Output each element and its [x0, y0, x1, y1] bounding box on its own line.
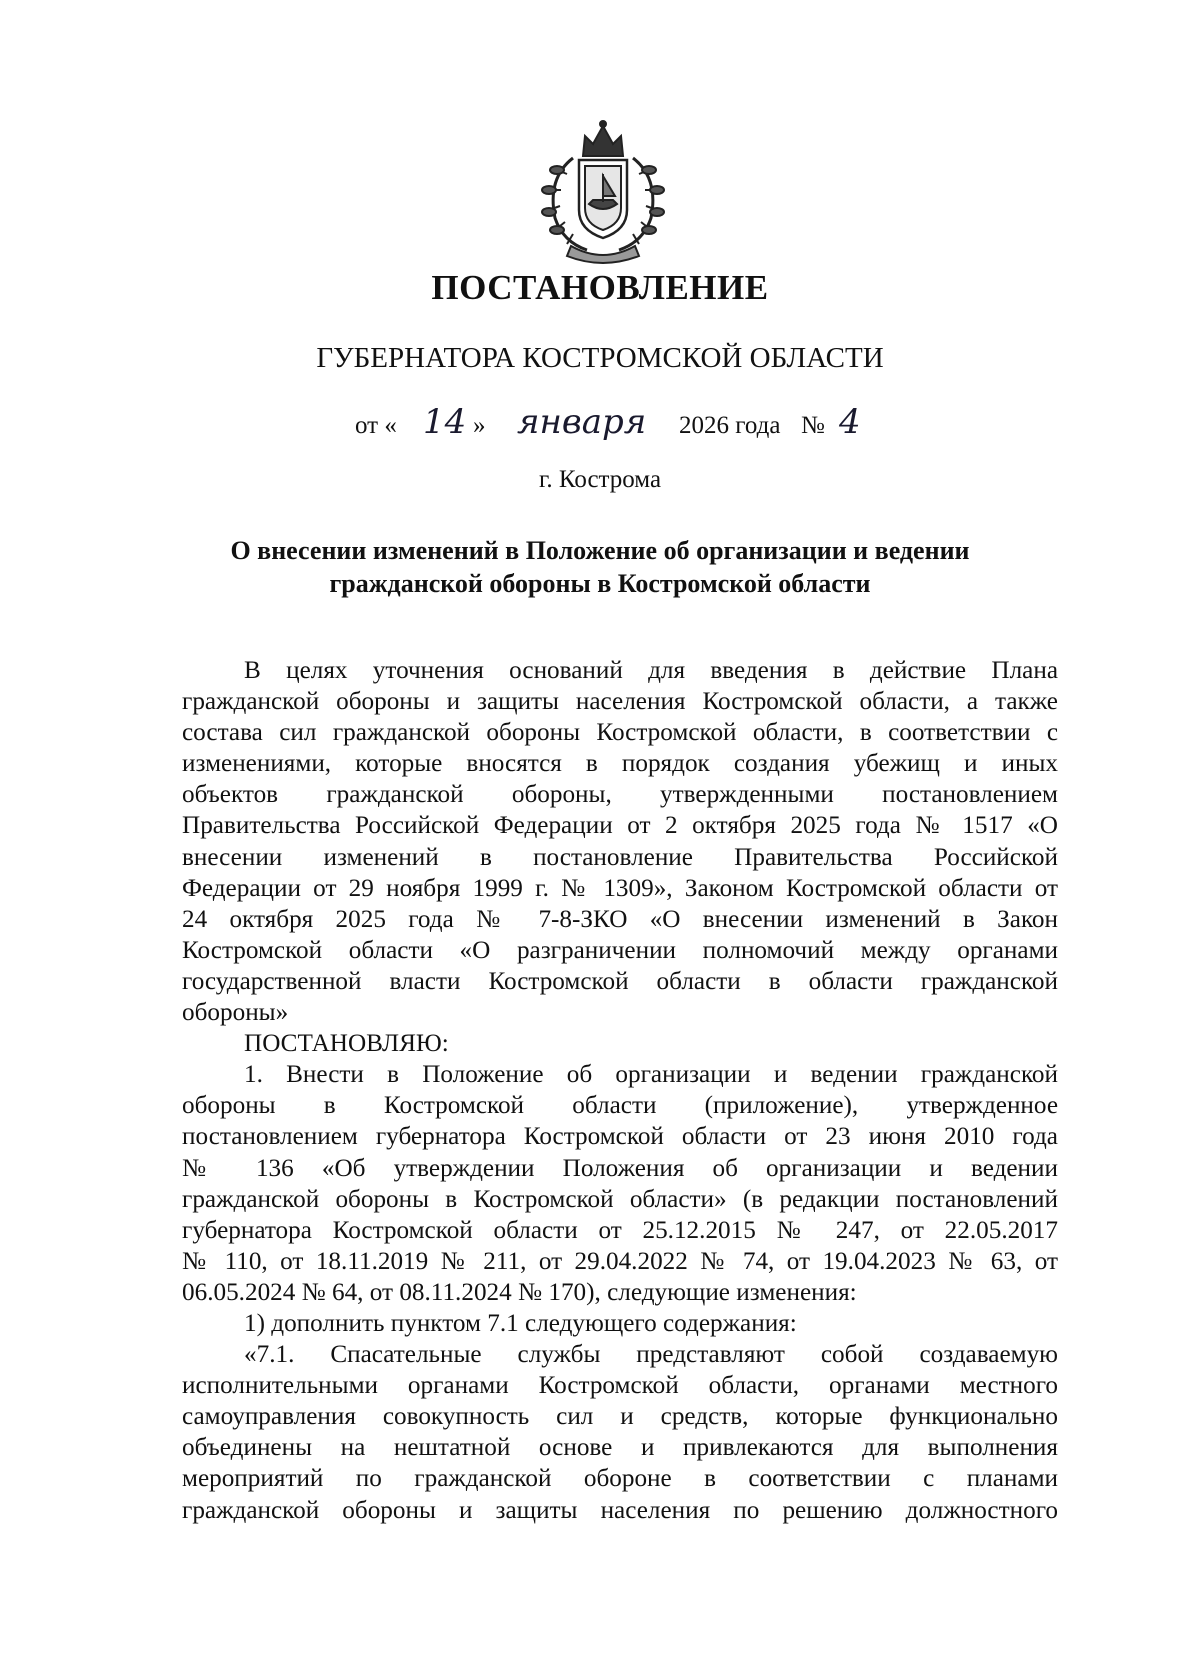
item1-line: гражданской обороны в Костромской области» (в редакции постановлений	[182, 1185, 1058, 1213]
preamble-line: изменениями, которые вносятся в порядок создания убежищ и иных	[182, 750, 1058, 778]
decree-word: ПОСТАНОВЛЯЮ:	[244, 1030, 449, 1058]
document-title: ПОСТАНОВЛЕНИЕ	[431, 268, 769, 307]
item1-line: обороны в Костромской области (приложение), утвержденное	[182, 1092, 1058, 1120]
number-prefix: №	[801, 412, 825, 439]
item1-line: губернатора Костромской области от 25.12.2015 № 247, от 22.05.2017	[182, 1216, 1058, 1244]
item1-line: постановлением губернатора Костромской области от 23 июня 2010 года	[182, 1123, 1058, 1151]
date-day-handwritten: 14	[423, 402, 467, 442]
date-line	[355, 402, 915, 452]
preamble-line: Федерации от 29 ноября 1999 г. № 1309», Законом Костромской области от	[182, 874, 1058, 902]
date-month-handwritten: января	[517, 402, 647, 442]
city-line: г. Кострома	[538, 466, 662, 493]
item71-line: самоуправления совокупность сил и средств, которые функционально	[182, 1403, 1058, 1431]
item71-line: мероприятий по гражданской обороне в соответствии с планами	[182, 1465, 1058, 1493]
coat-of-arms-emblem	[527, 118, 679, 268]
document-body	[182, 655, 1058, 1526]
item71-line: «7.1. Спасательные службы представляют собой создаваемую	[244, 1341, 1058, 1369]
item71-line: объединены на нештатной основе и привлекаются для выполнения	[182, 1434, 1058, 1462]
preamble-line: гражданской обороны и защиты населения Костромской области, а также	[182, 688, 1058, 716]
heading-line: гражданской обороны в Костромской области	[329, 569, 871, 598]
item1-line: 1. Внести в Положение об организации и ведении гражданской	[244, 1061, 1058, 1089]
item71-line: гражданской обороны и защиты населения по решению должностного	[182, 1496, 1058, 1524]
document-number-handwritten: 4	[839, 402, 861, 442]
preamble-line: обороны»	[182, 999, 289, 1027]
item1-line: № 136 «Об утверждении Положения об организации и ведении	[182, 1154, 1058, 1182]
item71-line: исполнительными органами Костромской области, органами местного	[182, 1372, 1058, 1400]
document-subtitle: ГУБЕРНАТОРА КОСТРОМСКОЙ ОБЛАСТИ	[316, 342, 884, 374]
item1-line: 06.05.2024 № 64, от 08.11.2024 № 170), следующие изменения:	[182, 1278, 857, 1306]
preamble-line: внесении изменений в постановление Правительства Российской	[182, 843, 1058, 871]
subitem1-line: 1) дополнить пунктом 7.1 следующего содержания:	[244, 1309, 797, 1337]
heading-line: О внесении изменений в Положение об организации и ведении	[230, 536, 970, 565]
preamble-line: Костромской области «О разграничении полномочий между органами	[182, 936, 1058, 964]
preamble-line: состава сил гражданской обороны Костромской области, в соответствии с	[182, 719, 1058, 747]
date-quote-close: »	[473, 412, 486, 439]
preamble-line: В целях уточнения оснований для введения в действие Плана	[244, 657, 1058, 684]
date-prefix: от «	[355, 412, 397, 439]
preamble-line: Правительства Российской Федерации от 2 октября 2025 года № 1517 «О	[182, 812, 1058, 840]
preamble-line: государственной власти Костромской области в области гражданской	[182, 967, 1058, 995]
preamble-line: объектов гражданской обороны, утвержденными постановлением	[182, 781, 1058, 809]
document-heading	[200, 534, 1000, 600]
date-year: 2026 года	[679, 412, 781, 439]
preamble-line: 24 октября 2025 года № 7-8-ЗКО «О внесении изменений в Закон	[182, 905, 1058, 933]
item1-line: № 110, от 18.11.2019 № 211, от 29.04.2022 № 74, от 19.04.2023 № 63, от	[182, 1247, 1058, 1275]
